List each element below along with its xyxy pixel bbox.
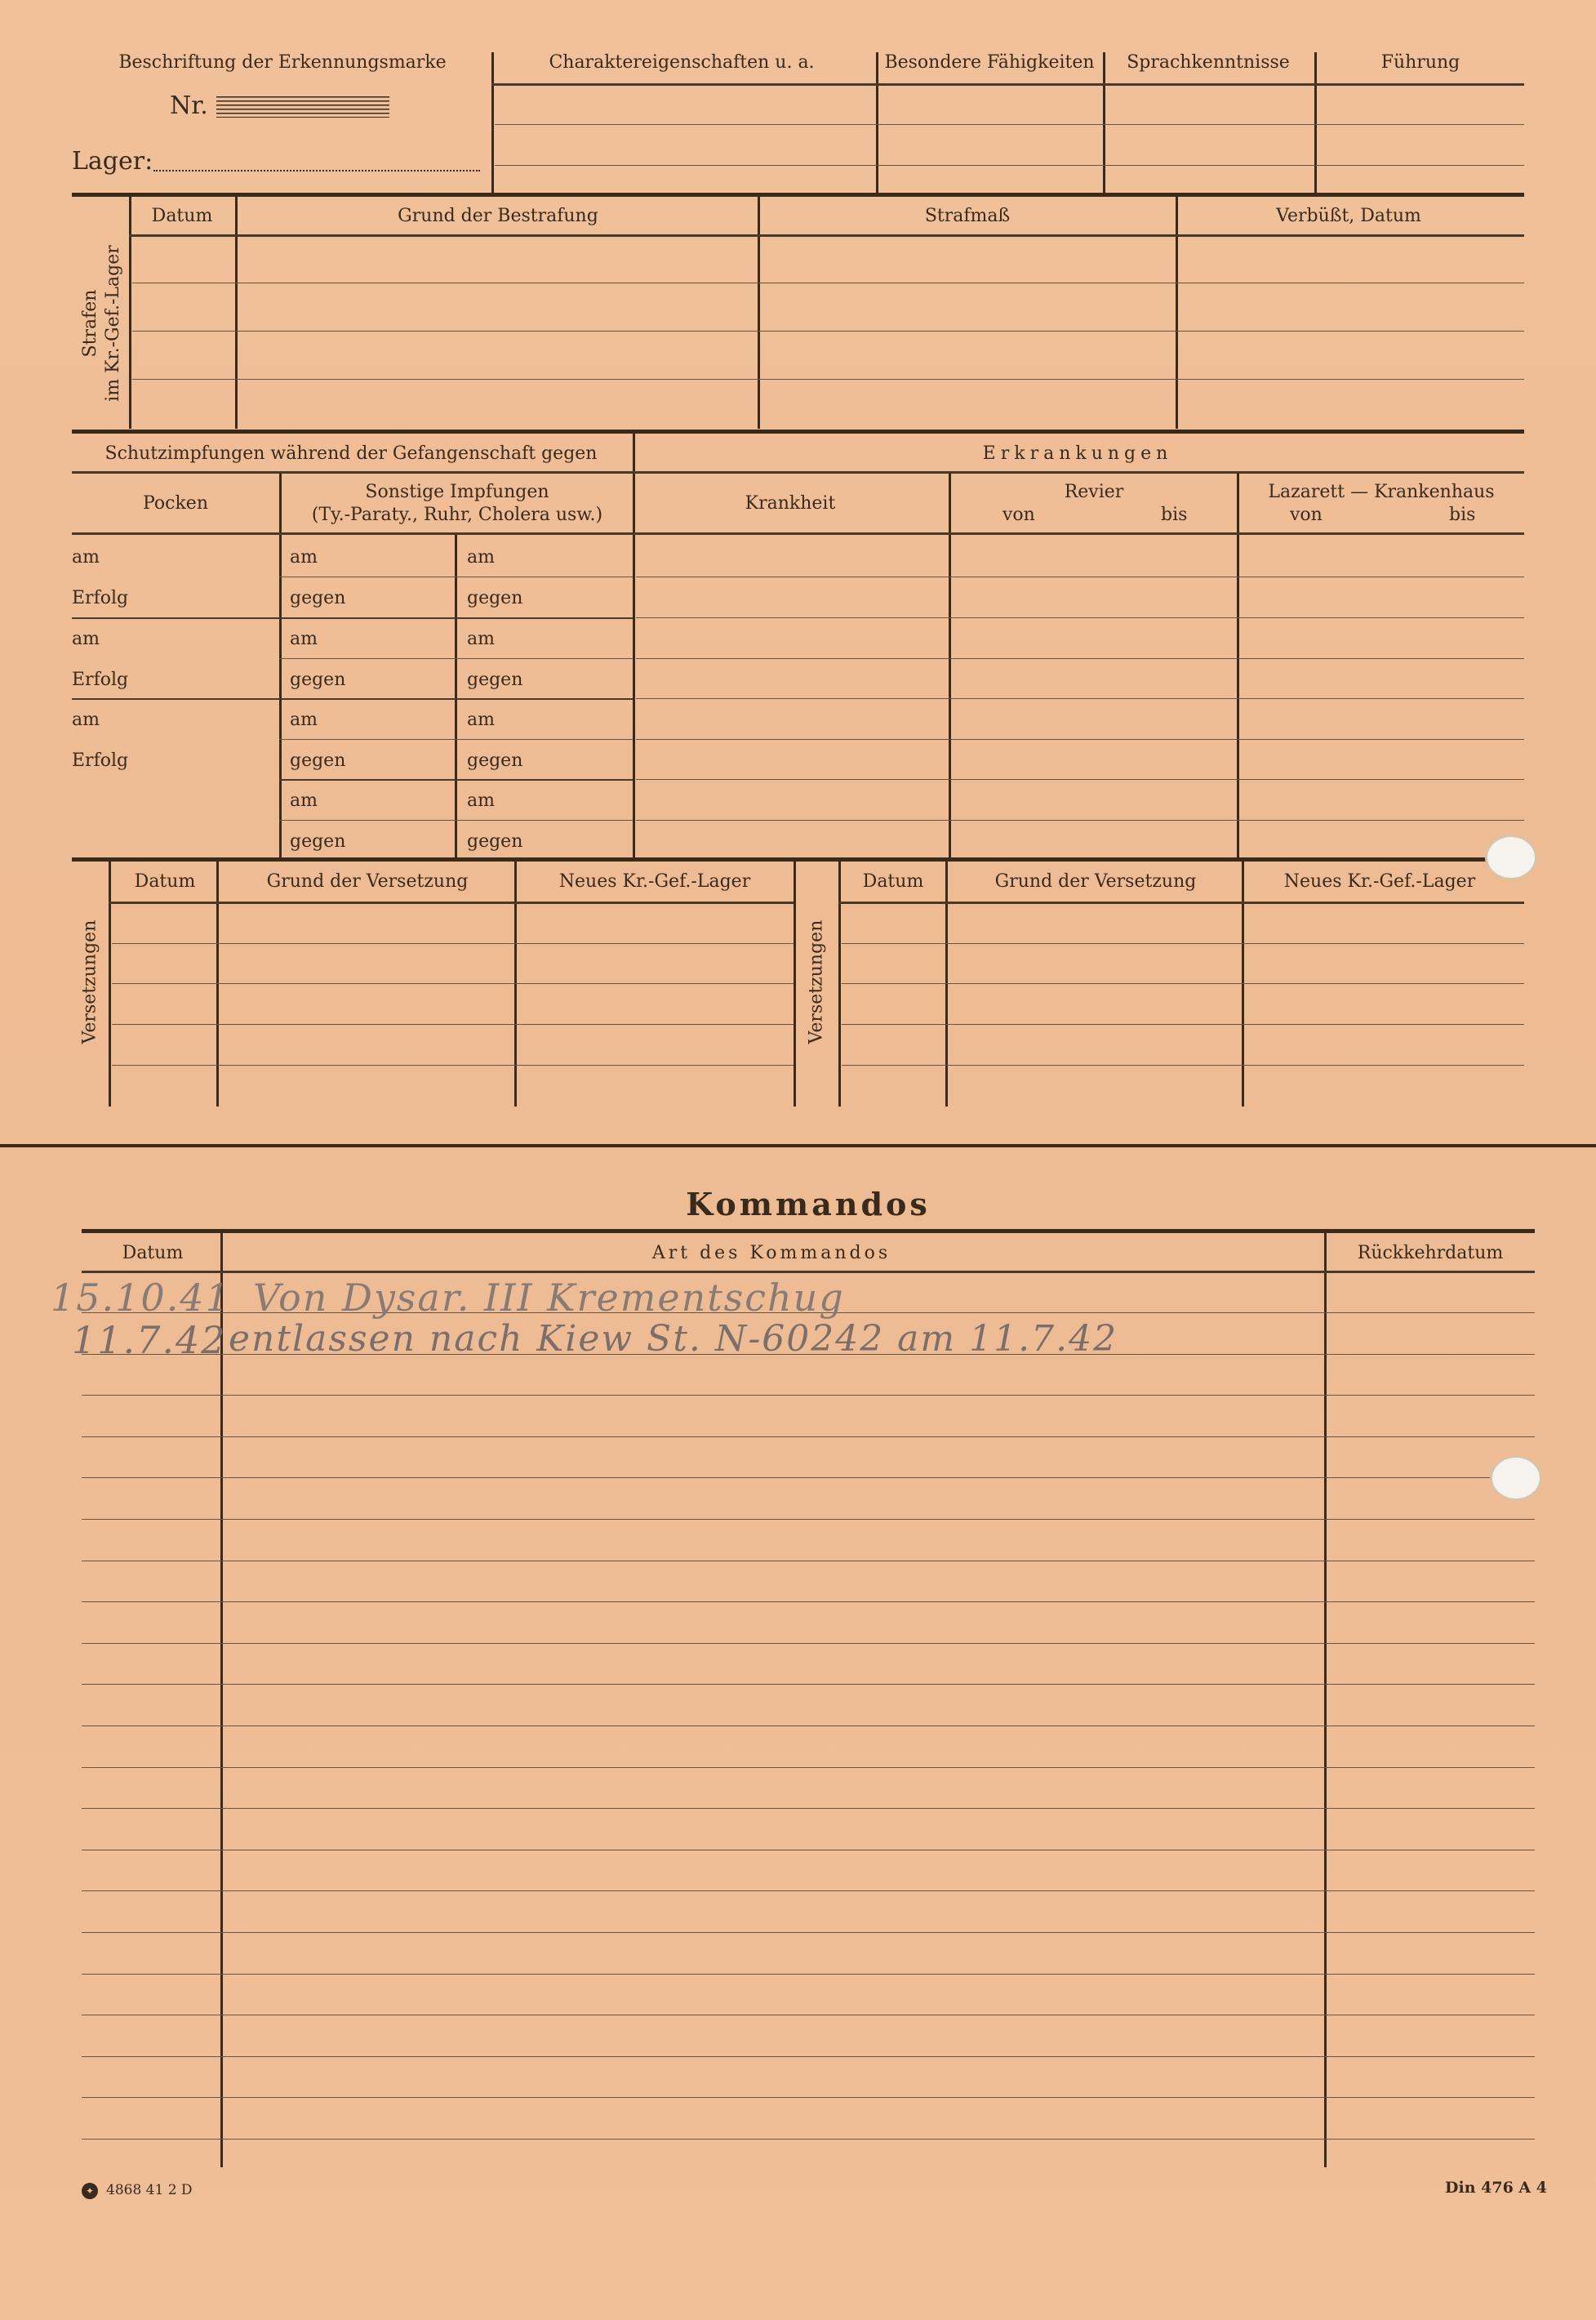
tr-r-col-date: Datum [862,871,924,892]
vacc-r5-c: am [467,710,495,730]
tr-l-col-date: Datum [134,871,196,892]
printer-mark-icon: ✦ [82,2183,98,2199]
tr-l-col-reason: Grund der Versetzung [266,871,469,892]
kommandos-row-line [82,1601,1535,1602]
kommandos-row-line [82,1395,1535,1396]
vacc-r6-a: Erfolg [72,750,129,771]
vacc-r1-c: am [467,547,495,568]
kommandos-row-line [82,1477,1535,1478]
kommandos-row-line [82,1436,1535,1437]
kommandos-title: Kommandos [686,1186,931,1222]
kom-entry-1-text: Von Dysar. III Krementschug [253,1276,845,1320]
punch-hole-bottom [1492,1458,1540,1498]
vacc-r8-c: gegen [467,831,523,852]
din-format: Din 476 A 4 [1445,2179,1547,2197]
col-character: Charaktereigenschaften u. a. [549,52,815,73]
print-code: 4868 41 2 D [106,2182,193,2198]
vacc-r5-a: am [72,710,100,730]
kom-entry-2-text: entlassen nach Kiew St. N-60242 am 11.7.42 [229,1318,1118,1360]
lager-label: Lager: [72,147,153,176]
transfers-side-label-right: Versetzungen [806,920,827,1044]
kom-col-type: Art des Kommandos [651,1243,891,1263]
vacc-r8-b: gegen [290,831,346,852]
nr-label: Nr. [170,91,208,120]
nr-lines [216,96,389,118]
vacc-r6-b: gegen [290,750,346,771]
vacc-r4-c: gegen [467,670,523,690]
fold-line [0,1144,1596,1147]
vacc-r1-a: am [72,547,100,568]
ill-laz-to: bis [1449,505,1476,525]
vacc-r4-a: Erfolg [72,670,129,690]
punch-hole-top [1487,837,1535,878]
pun-col-date: Datum [151,206,213,226]
ill-col-revier: Revier [1064,482,1124,502]
tr-l-col-new-camp: Neues Kr.-Gef.-Lager [558,871,751,892]
punishments-side-label: Strafen im Kr.-Gef.-Lager [80,245,123,402]
col-conduct: Führung [1380,52,1460,73]
ill-laz-from: von [1290,505,1323,525]
vacc-col-other-2: (Ty.-Paraty., Ruhr, Cholera usw.) [311,505,603,525]
kommandos-row-line [82,1519,1535,1520]
kom-col-date: Datum [122,1243,184,1263]
vacc-r5-b: am [290,710,318,730]
ill-revier-to: bis [1161,505,1188,525]
kommandos-row-line [82,1932,1535,1933]
kommandos-row-line [82,2139,1535,2140]
vacc-col-pocken: Pocken [143,493,208,514]
kom-entry-2-date: 11.7.42 [72,1318,227,1362]
kommandos-row-line [82,1808,1535,1809]
vacc-r3-a: am [72,629,100,649]
vacc-r2-b: gegen [290,588,346,608]
vacc-r3-b: am [290,629,318,649]
ill-col-illness: Krankheit [745,493,836,514]
kom-col-return: Rückkehrdatum [1357,1243,1504,1263]
transfers-side-label-left: Versetzungen [79,920,100,1044]
vacc-r2-a: Erfolg [72,588,129,608]
col-abilities: Besondere Fähigkeiten [884,52,1095,73]
vacc-r1-b: am [290,547,318,568]
vacc-title: Schutzimpfungen während der Gefangenschaft gegen [104,443,598,464]
col-languages: Sprachkenntnisse [1127,52,1290,73]
vacc-r7-b: am [290,790,318,811]
tr-r-col-reason: Grund der Versetzung [994,871,1197,892]
vacc-r4-b: gegen [290,670,346,690]
kom-entry-1-date: 15.10.41 [51,1276,231,1320]
ill-revier-from: von [1003,505,1035,525]
kommandos-row-line [82,1974,1535,1975]
kommandos-row-line [82,1767,1535,1768]
pun-col-reason: Grund der Bestrafung [398,206,598,226]
vacc-r2-c: gegen [467,588,523,608]
kommandos-row-line [82,2056,1535,2057]
vacc-r7-c: am [467,790,495,811]
ill-title: Erkrankungen [982,443,1173,464]
pun-col-measure: Strafmaß [924,206,1011,226]
tr-r-col-new-camp: Neues Kr.-Gef.-Lager [1283,871,1476,892]
lager-dotted-line [153,170,480,171]
pun-col-served: Verbüßt, Datum [1276,206,1421,226]
vacc-col-other-1: Sonstige Impfungen [365,482,549,502]
tag-label: Beschriftung der Erkennungsmarke [118,52,447,73]
kommandos-row-line [82,1684,1535,1685]
vacc-r3-c: am [467,629,495,649]
vacc-r6-c: gegen [467,750,523,771]
ill-col-lazarett: Lazarett — Krankenhaus [1268,482,1495,502]
kommandos-row-line [82,2097,1535,2098]
kommandos-row-line [82,1890,1535,1891]
kommandos-row-line [82,1643,1535,1644]
